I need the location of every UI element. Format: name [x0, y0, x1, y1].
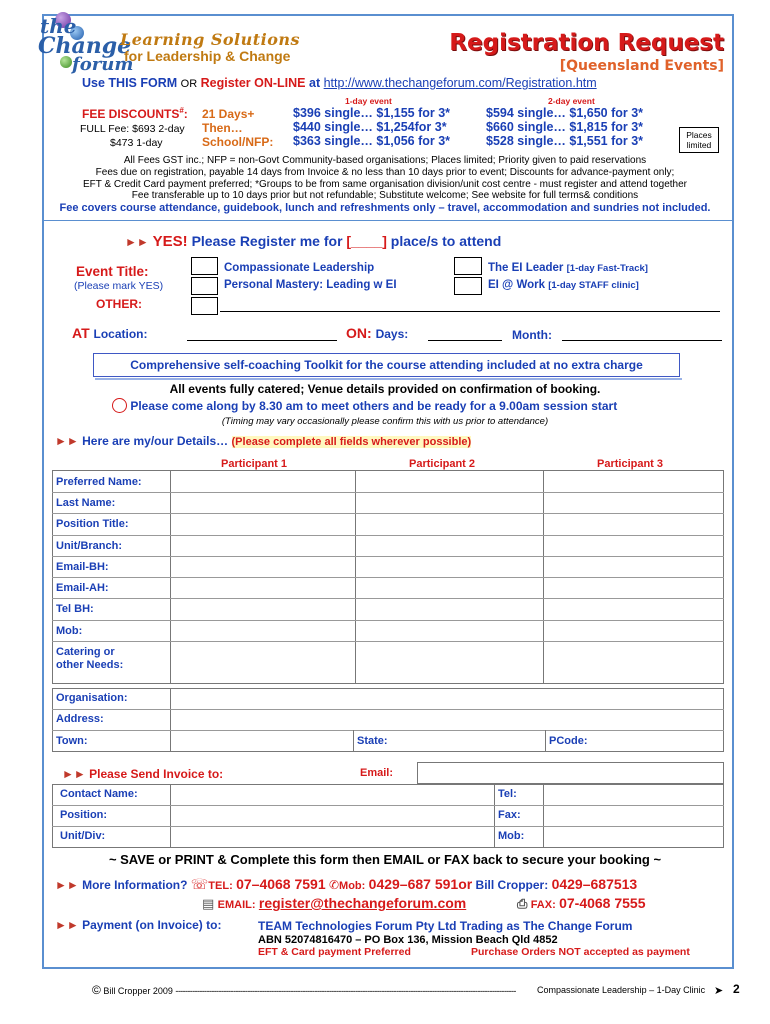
- field-pcode: PCode:: [549, 735, 588, 747]
- org-pcode-col: [545, 730, 546, 752]
- fax-label: FAX:: [530, 899, 556, 911]
- ei-work-text: EI @ Work: [488, 279, 546, 291]
- computer-icon: ▤: [202, 896, 215, 911]
- one-day-label: 1-day event: [345, 96, 392, 106]
- grid-row-line: [52, 513, 724, 514]
- field-unit-div: Unit/Div:: [60, 830, 106, 842]
- field-invoice-mob: Mob:: [498, 830, 525, 842]
- page-subtitle: [Queensland Events]: [559, 58, 724, 74]
- copyright-icon: ©: [92, 983, 101, 997]
- org-col: [170, 688, 171, 752]
- places-attend-text: place/s to attend: [390, 233, 502, 249]
- field-tel-bh: Tel BH:: [56, 603, 94, 615]
- mobile-icon: ✆: [328, 878, 340, 892]
- fee-1day-row1: $396 single… $1,155 for 3*: [293, 106, 451, 120]
- field-invoice-fax: Fax:: [498, 809, 521, 821]
- invoice-col-1: [170, 784, 171, 848]
- field-other-needs: other Needs:: [56, 659, 124, 671]
- field-mob: Mob:: [56, 625, 83, 637]
- logo-learning-solutions: Learning Solutions: [120, 30, 301, 49]
- invoice-arrow-icon: ►►: [62, 767, 86, 781]
- more-info-line: [55, 876, 637, 893]
- fee-note-2: Fees due on registration, payable 14 days from Invoice & no less than 10 days prior to event; Discounts for advance-payment only;: [95, 167, 675, 178]
- or-text: OR: [180, 78, 198, 90]
- footer-author: Bill Cropper 2009: [103, 986, 173, 996]
- divider-top: [44, 220, 732, 221]
- more-arrow-icon: ►►: [55, 878, 79, 892]
- yes-line: [125, 233, 501, 250]
- fee-note-1: All Fees GST inc.; NFP = non-Govt Community-based organisations; Places limited; Priority given to paid reservations: [123, 155, 647, 166]
- event-title-label: Event Title:: [76, 264, 149, 279]
- invoice-col-2: [494, 784, 495, 848]
- days-label: Days:: [375, 327, 409, 341]
- payment-label: Payment (on Invoice) to:: [82, 918, 222, 932]
- email-label: EMAIL:: [217, 899, 256, 911]
- payment-eft: EFT & Card payment Preferred: [258, 946, 411, 958]
- at-text: at: [309, 76, 321, 90]
- full-fee-2day: FULL Fee: $693 2-day: [80, 123, 185, 135]
- fax-icon: ⎙: [516, 896, 528, 911]
- grid-row-line: [52, 620, 724, 621]
- catered-text: All events fully catered; Venue details provided on confirmation of booking.: [169, 382, 601, 396]
- tel-number[interactable]: 07–4068 7591: [236, 876, 326, 892]
- clock-icon: [112, 398, 127, 413]
- mob-label: Mob:: [339, 880, 366, 892]
- tier-3: School/NFP:: [202, 135, 274, 149]
- participant-3-header: Participant 3: [597, 458, 664, 470]
- details-line: [55, 434, 471, 448]
- payment-arrow-icon: ►►: [55, 918, 79, 932]
- please-mark-yes: (Please mark YES): [74, 280, 164, 292]
- at-location: [72, 325, 148, 341]
- invoice-label: Please Send Invoice to:: [89, 767, 224, 781]
- field-town: Town:: [56, 735, 88, 747]
- logo-the: the: [40, 14, 77, 38]
- on-text: ON:: [346, 325, 372, 341]
- month-label: Month:: [512, 328, 552, 342]
- org-row-line: [52, 730, 724, 731]
- registration-link[interactable]: http://www.thechangeforum.com/Registration.htm: [323, 76, 597, 90]
- payment-company: TEAM Technologies Forum Pty Ltd Trading as The Change Forum: [258, 919, 633, 933]
- fee-note-3: EFT & Credit Card payment preferred; *Groups to be from same organisation division/unit cost centre - must register and attend together: [83, 179, 687, 190]
- timing-note: (Timing may vary occasionally please confirm this with us prior to attendance): [221, 416, 549, 427]
- org-row-line: [52, 709, 724, 710]
- invoice-line: [62, 767, 223, 781]
- places-count-input[interactable]: [____]: [346, 233, 387, 249]
- field-email-ah: Email-AH:: [56, 582, 109, 594]
- fee-2day-row3: $528 single… $1,551 for 3*: [486, 134, 644, 148]
- fee-1day-row3: $363 single… $1,056 for 3*: [293, 134, 451, 148]
- invoice-row-line: [52, 826, 724, 827]
- page-title: Registration Request: [449, 30, 724, 56]
- other-input-line[interactable]: [220, 311, 720, 312]
- save-print-line: ~ SAVE or PRINT & Complete this form then EMAIL or FAX back to secure your booking ~: [108, 852, 662, 867]
- field-state: State:: [357, 735, 388, 747]
- logo-change: Change: [38, 33, 132, 59]
- fee-covers: Fee covers course attendance, guidebook, lunch and refreshments only – travel, accommodation and sundries not included.: [59, 202, 711, 214]
- email-link[interactable]: register@thechangeforum.com: [258, 895, 467, 911]
- yes-register-text: Please Register me for: [191, 233, 343, 249]
- fee-2day-row2: $660 single… $1,815 for 3*: [486, 120, 644, 134]
- field-address: Address:: [56, 713, 104, 725]
- month-input-line[interactable]: [562, 340, 722, 341]
- fee-discounts-colon: :: [183, 107, 188, 121]
- ei-work-note: [1-day STAFF clinic]: [548, 280, 639, 291]
- invoice-col-3: [543, 784, 544, 848]
- or-word: or: [458, 876, 473, 892]
- field-email-bh: Email-BH:: [56, 561, 109, 573]
- field-position-title: Position Title:: [56, 518, 129, 530]
- footer-dashes: ----------------------------------------------------------------------------------------------------------------------------------------------: [175, 986, 516, 996]
- tier-2: Then…: [202, 121, 243, 135]
- checkbox-personal-mastery[interactable]: [191, 277, 218, 295]
- checkbox-other[interactable]: [191, 297, 218, 315]
- logo-forum: forum: [72, 54, 134, 75]
- location-input-line[interactable]: [187, 340, 337, 341]
- payment-line: [55, 918, 221, 932]
- phone-icon: ☏: [190, 876, 209, 892]
- payment-po: Purchase Orders NOT accepted as payment: [471, 946, 690, 958]
- grid-row-line: [52, 556, 724, 557]
- invoice-email-label: Email:: [360, 767, 394, 779]
- register-online: Register ON-LINE: [200, 76, 306, 90]
- more-info-label: More Information?: [82, 878, 188, 892]
- places-limited-badge: Places limited: [679, 127, 719, 153]
- grid-row-line: [52, 641, 724, 642]
- event-option-ei-work: [488, 279, 639, 291]
- use-form-line: [82, 76, 597, 90]
- fee-note-4: Fee transferable up to 10 days prior but not refundable; Substitute welcome; See website for full terms& conditions: [131, 190, 639, 201]
- fee-discounts-text: FEE DISCOUNTS: [82, 107, 180, 121]
- location-label: Location:: [93, 327, 148, 341]
- bill-mob[interactable]: 0429–687513: [551, 876, 638, 892]
- invoice-row-line: [52, 805, 724, 806]
- use-this-form: Use THIS FORM: [82, 76, 178, 90]
- participant-1-header: Participant 1: [221, 458, 288, 470]
- grid-row-line: [52, 577, 724, 578]
- tier-1: 21 Days+: [202, 107, 255, 121]
- invoice-email-cell[interactable]: [417, 762, 724, 784]
- org-state-col: [353, 730, 354, 752]
- arrow-icon: ►►: [125, 235, 149, 249]
- come-along-text: Please come along by 8.30 am to meet others and be ready for a 9.00am session start: [130, 399, 618, 413]
- checkbox-compassionate[interactable]: [191, 257, 218, 275]
- other-label: OTHER:: [96, 297, 142, 311]
- two-day-label: 2-day event: [548, 96, 595, 106]
- checkbox-ei-leader[interactable]: [454, 257, 482, 275]
- details-complete: (Please complete all fields wherever possible): [231, 436, 472, 448]
- field-organisation: Organisation:: [56, 692, 128, 704]
- toolkit-banner: Comprehensive self-coaching Toolkit for the course attending included at no extra charge: [93, 353, 680, 377]
- details-here: Here are my/our Details…: [82, 434, 229, 448]
- ei-leader-note: [1-day Fast-Track]: [566, 263, 648, 274]
- footer-course: Compassionate Leadership – 1-Day Clinic: [537, 985, 706, 995]
- at-text-label: AT: [72, 325, 90, 341]
- org-grid: [52, 688, 724, 752]
- logo-leadership-change: for Leadership & Change: [124, 48, 291, 64]
- mob-number[interactable]: 0429–687 591: [368, 876, 459, 892]
- field-catering: Catering or: [56, 646, 115, 658]
- field-last-name: Last Name:: [56, 497, 116, 509]
- fee-discounts-label: [82, 106, 188, 121]
- footer-arrow-icon: ➤: [714, 985, 724, 997]
- payment-abn: ABN 52074816470 – PO Box 136, Mission Beach Qld 4852: [258, 934, 558, 946]
- fee-discounts-hash: #: [179, 106, 184, 115]
- field-invoice-position: Position:: [60, 809, 108, 821]
- details-arrow-icon: ►►: [55, 434, 79, 448]
- grid-row-line: [52, 492, 724, 493]
- event-option-personal-mastery: Personal Mastery: Leading w EI: [224, 279, 397, 291]
- checkbox-ei-work[interactable]: [454, 277, 482, 295]
- participant-2-header: Participant 2: [409, 458, 476, 470]
- field-unit-branch: Unit/Branch:: [56, 540, 122, 552]
- tel-label: TEL:: [208, 880, 233, 892]
- ei-leader-text: The EI Leader: [488, 262, 564, 274]
- email-fax-line: [202, 895, 646, 912]
- field-contact-name: Contact Name:: [60, 788, 138, 800]
- full-fee-1day: $473 1-day: [110, 137, 163, 149]
- event-option-ei-leader: [488, 262, 648, 274]
- invoice-grid: [52, 784, 724, 848]
- days-input-line[interactable]: [428, 340, 502, 341]
- fee-1day-row2: $440 single… $1,254for 3*: [293, 120, 447, 134]
- fee-2day-row1: $594 single… $1,650 for 3*: [486, 106, 644, 120]
- fax-number[interactable]: 07-4068 7555: [559, 895, 646, 911]
- yes-text: YES!: [152, 233, 188, 250]
- grid-row-line: [52, 535, 724, 536]
- toolkit-shadow: [95, 378, 682, 380]
- bill-cropper-label: Bill Cropper:: [475, 878, 549, 892]
- on-days: [346, 325, 408, 341]
- event-option-compassionate: Compassionate Leadership: [224, 262, 375, 274]
- page-number: 2: [733, 982, 740, 996]
- field-preferred-name: Preferred Name:: [56, 476, 142, 488]
- come-along: [112, 398, 617, 413]
- grid-row-line: [52, 598, 724, 599]
- field-invoice-tel: Tel:: [498, 788, 517, 800]
